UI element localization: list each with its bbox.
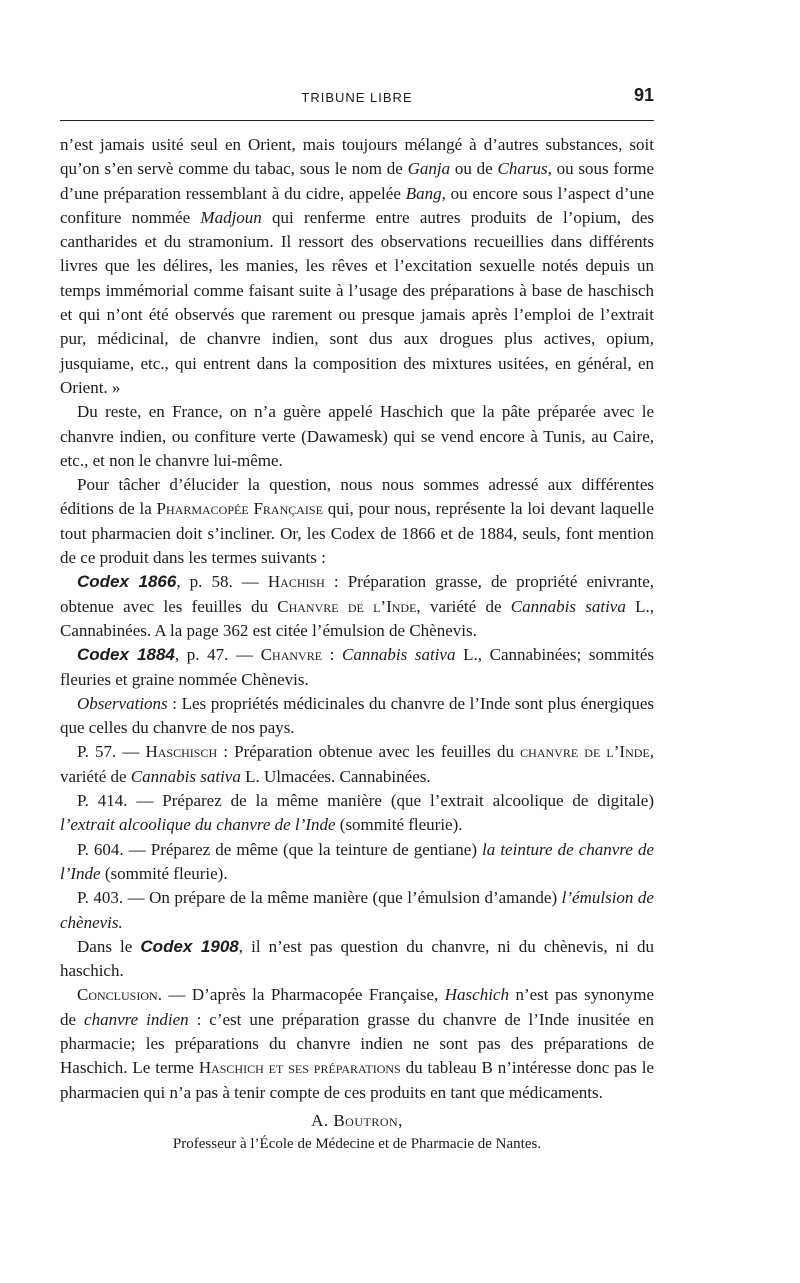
codex-1866-label: Codex 1866 [77,572,177,592]
text: : Les propriétés médicinales du chanvre de l’Inde sont plus énergiques que celles du chanvre de nos pays. [60,693,654,738]
codex-1884-label: Codex 1884 [77,645,175,665]
term-pharmacopee: Pharmacopée Française [156,499,323,519]
paragraph-p414 [60,789,654,838]
page-header [60,80,654,114]
text: , variété de [416,596,511,616]
page-number: 91 [633,85,654,105]
paragraph-codex-1884 [60,643,654,692]
term-cannabis-sativa: Cannabis sativa [342,645,456,665]
term-emulsion: l’émulsion de chènevis. [60,888,654,932]
paragraph-codex-1866 [60,570,654,643]
text: , il n’est pas question du chanvre, ni du chènevis, ni du haschich. [60,936,654,981]
text: L., Cannabinées. A la page 362 est citée l’émulsion de Chènevis. [60,596,654,640]
text: , ou sous forme d’une préparation ressemblant à du cidre, appelée [60,159,654,203]
paragraph-codex-1908 [60,935,654,984]
text: : Préparation grasse, de propriété enivrante, obtenue avec les feuilles du [60,572,655,616]
article-body [60,133,654,1105]
codex-1908-label: Codex 1908 [140,936,239,956]
text: L., Cannabinées; sommités fleuries et graine nommée Chènevis. [60,645,654,689]
paragraph-question [60,473,654,570]
author-title: Professeur à l’École de Médecine et de Pharmacie de Nantes. [172,1135,542,1152]
term-cannabis-sativa: Cannabis sativa [510,596,626,616]
text: , p. 47. — [174,645,261,665]
paragraph-observations [60,692,654,741]
signature [60,1109,654,1155]
text: P. 57. — [77,742,146,762]
term-teinture: la teinture de chanvre de l’Inde [60,839,654,883]
term-haschich: Haschich [444,985,509,1005]
paragraph-p604 [60,838,654,887]
term-chanvre-indien: chanvre indien [84,1009,189,1029]
term-chanvre-inde: chanvre de l’Inde [520,742,650,762]
text: : [322,645,343,665]
paragraph-reste: Du reste, en France, on n’a guère appelé Haschich que la pâte préparée avec le chanvre indien, ou confiture verte (Dawamesk) qui se vend encore à Tunis, au Caire, etc., et non le chanvre lui-même. [60,402,654,470]
paragraph-conclusion [60,983,654,1104]
text: Dans le [77,936,141,956]
text: (sommité fleurie). [100,863,228,883]
text: , ou encore sous l’aspect d’une confiture nommée [60,183,654,227]
text: qui, pour nous, représente la loi devant laquelle tout pharmacien doit s’incliner. Or, les Codex de 1866 et de 1884, seuls, font mention de ce produit dans les termes suivants : [60,499,654,568]
text: n’est pas synonyme de [60,985,654,1029]
text: L. Ulmacées. Cannabinées. [240,766,431,786]
paragraph-p403 [60,886,654,935]
term-chanvre: Chanvre [260,645,323,665]
running-head: TRIBUNE LIBRE [301,90,413,105]
header-rule [60,120,654,121]
text: : Préparation obtenue avec les feuilles du [217,742,521,762]
text: (sommité fleurie). [335,815,463,835]
text: qui renferme entre autres produits de l’opium, des cantharides et du stramonium. Il ressort des observations recueillies dans différents livres que les délires, les manies, les rêves et l’excitation sexuelle notés depuis un temps immémorial comme faisant suite à l’usage des préparations à base de haschisch et qui n’ont été observés que rarement ou presque jamais après l’emploi de l’extrait pur, médicinal, de chanvre indien, sont dus aux drogues plus actives, opium, jusquiame, etc., qui entrent dans la composition des mixtures usitées, en général, en Orient. » [60,207,654,397]
term-haschisch: Haschisch [145,742,218,762]
term-madjoun: Madjoun [200,207,262,227]
term-charus: Charus [497,159,548,179]
text: n’est jamais usité seul en Orient, mais toujours mélangé à d’autres substances, soit qu’on s’en servè comme du tabac, sous le nom de [60,135,654,179]
text: P. 414. — Préparez de la même manière (que l’extrait alcoolique de digitale) [77,791,654,811]
term-extrait-alcoolique: l’extrait alcoolique du chanvre de l’Inde [60,815,336,835]
text: : c’est une préparation grasse du chanvre de l’Inde inusitée en pharmacie; les préparations du chanvre indien ne sont pas des préparations de Haschich. Le terme [60,1009,654,1078]
term-haschich-preparations: Haschich et ses préparations [198,1058,401,1078]
text: P. 604. — Préparez de même (que la teinture de gentiane) [77,839,483,859]
author-name: A. Boutron, [311,1110,403,1130]
paragraph-p57 [60,740,654,789]
term-chanvre-inde: Chanvre de l’Inde [277,596,417,616]
text: P. 403. — On prépare de la même manière (que l’émulsion d’amande) [77,888,562,908]
text: du tableau B n’intéresse donc pas le pharmacien qui n’a pas à tenir compte de ces produits en tant que médicaments. [60,1058,654,1102]
term-hachish: Hachish [267,572,325,592]
text: . — D’après la Pharmacopée Française, [157,985,445,1005]
term-ganja: Ganja [407,159,451,179]
term-cannabis-sativa: Cannabis sativa [130,766,241,786]
text: , p. 58. — [176,572,268,592]
term-bang: Bang [405,183,442,203]
text: Pour tâcher d’élucider la question, nous nous sommes adressé aux différentes éditions de la [60,475,654,519]
conclusion-label: Conclusion [77,985,158,1005]
paragraph-continuation [60,133,654,400]
text: ou de [450,159,498,179]
journal-page [60,80,654,1155]
observations-label: Observations [77,693,168,713]
text: , variété de [60,742,654,786]
